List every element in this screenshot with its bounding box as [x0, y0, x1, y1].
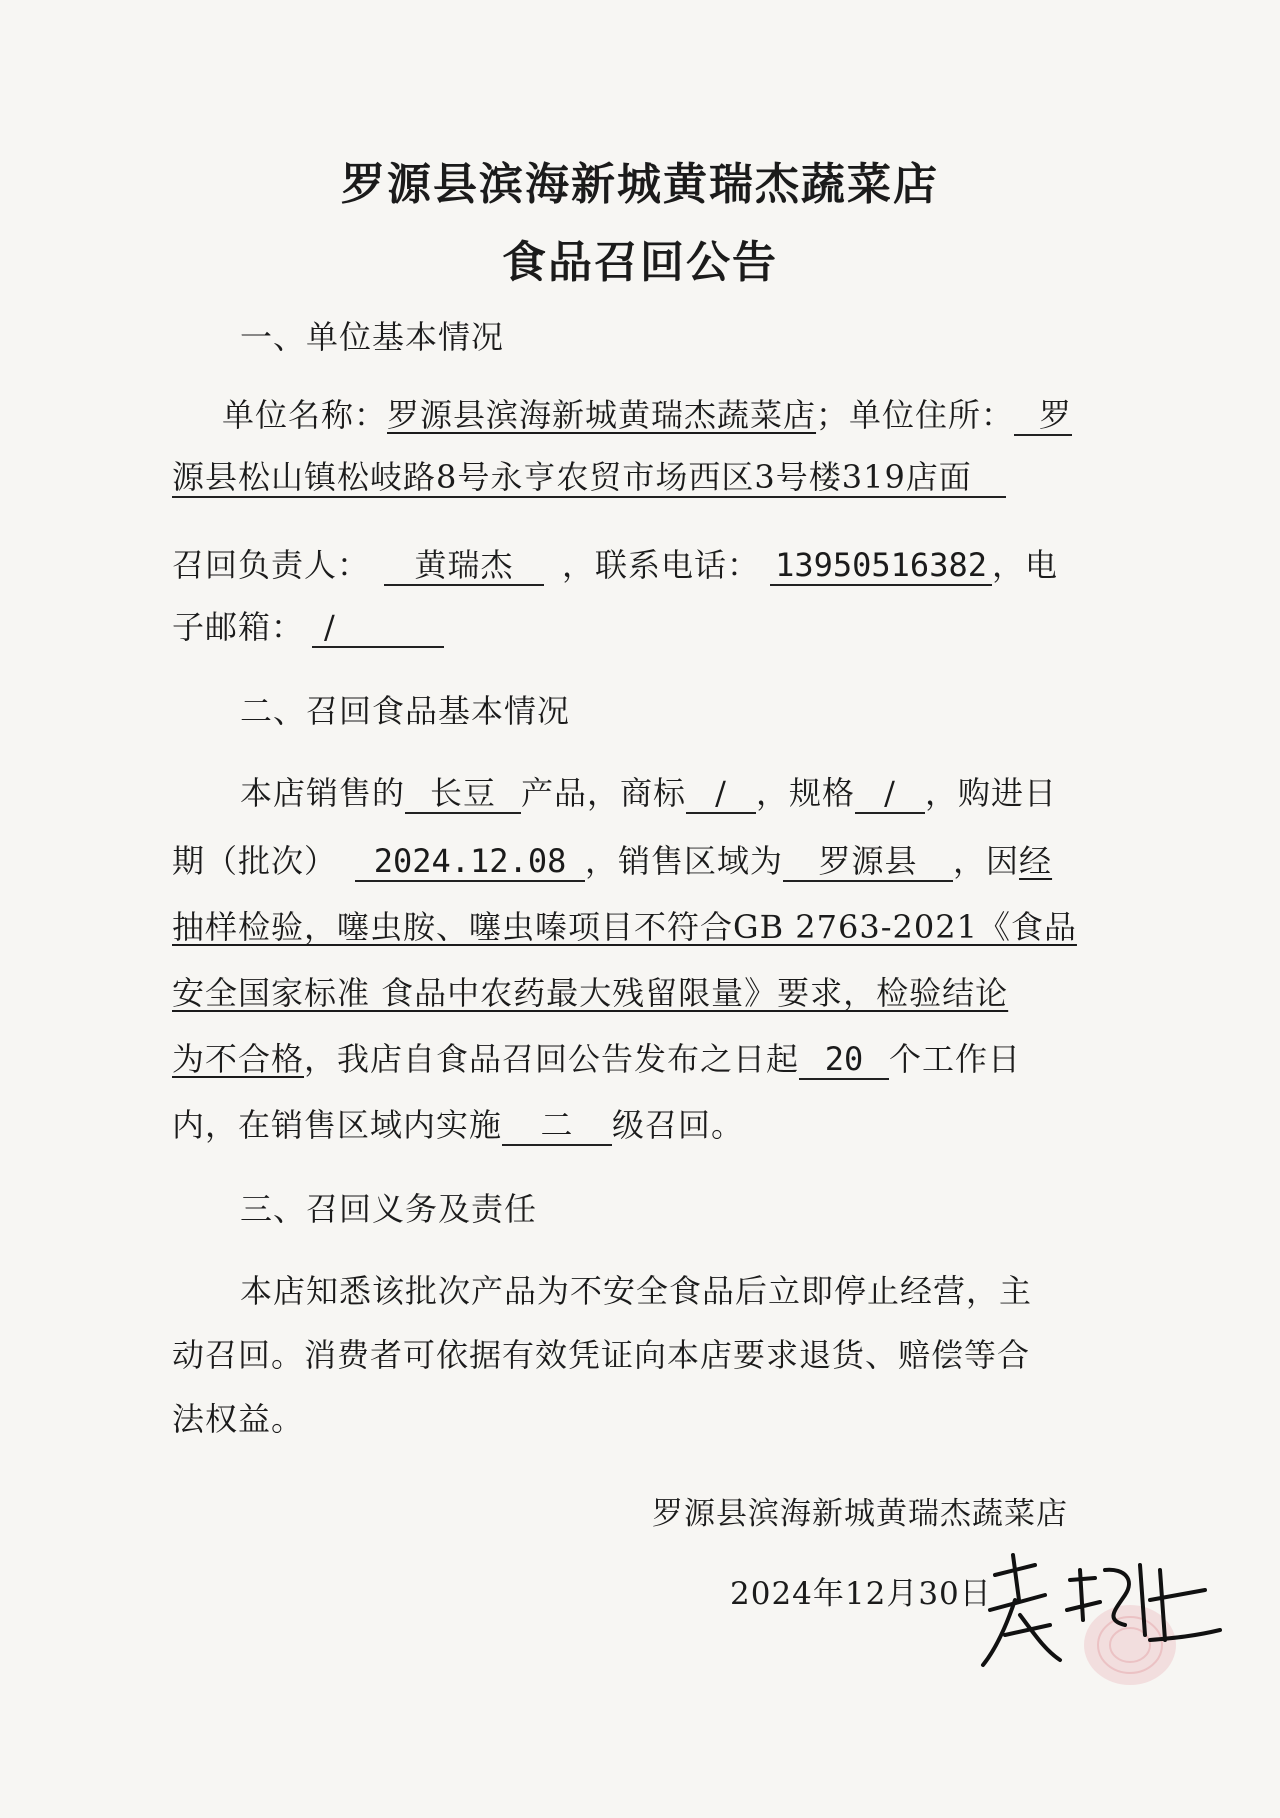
email-line — [172, 602, 444, 648]
product-line2 — [172, 836, 1052, 882]
reason-line1: 抽样检验，噻虫胺、噻虫嗪项目不符合GB 2763-2021《食品 — [172, 908, 1077, 946]
recall-level-value: 二 — [502, 1107, 612, 1146]
product-line5 — [172, 1034, 1021, 1080]
address-value-part2: 源县松山镇松岐路8号永亨农贸市场西区3号楼319店面 — [172, 459, 1006, 498]
text-segment: ，我店自食品召回公告发布之日起 — [304, 1040, 800, 1078]
contact-person-value: 黄瑞杰 — [384, 547, 544, 586]
product-value: 长豆 — [405, 775, 521, 814]
text-segment: ，销售区域为 — [585, 842, 784, 880]
reason-line2: 安全国家标准 食品中农药最大残留限量》要求，检验结论 — [172, 974, 1009, 1012]
document-title: 罗源县滨海新城黄瑞杰蔬菜店 — [341, 159, 939, 210]
signature-stroke — [983, 1555, 1060, 1665]
contact-line — [172, 540, 1058, 586]
working-days-value: 20 — [799, 1041, 889, 1080]
text-segment: 期（批次） — [172, 842, 338, 880]
email-label-part2: 子邮箱： — [172, 608, 305, 646]
inspection-result: 为不合格 — [172, 1040, 305, 1078]
product-line1 — [240, 768, 1057, 814]
text-segment: ，规格 — [756, 774, 856, 812]
sales-region-value: 罗源县 — [783, 843, 953, 882]
email-label-part1: ，电 — [992, 546, 1059, 584]
product-line6 — [172, 1100, 744, 1146]
duty-line1: 本店知悉该批次产品为不安全食品后立即停止经营，主 — [240, 1272, 1033, 1310]
brand-value: / — [686, 775, 756, 814]
handwritten-signature — [975, 1540, 1225, 1700]
signature-organization: 罗源县滨海新城黄瑞杰蔬菜店 — [652, 1496, 1068, 1532]
text-segment: 本店销售的 — [240, 774, 406, 812]
notice-date: 2024年12月30日 — [730, 1576, 992, 1612]
phone-label: ，联系电话： — [562, 546, 761, 584]
section3-heading: 三、召回义务及责任 — [240, 1190, 538, 1228]
address-value-part1: 罗 — [1014, 397, 1072, 436]
text-segment: ，购进日 — [925, 774, 1058, 812]
text-segment: 经 — [1019, 842, 1053, 880]
text-segment: 内，在销售区域内实施 — [172, 1106, 503, 1144]
document-subtitle: 食品召回公告 — [502, 237, 778, 288]
text-segment: 级召回。 — [612, 1106, 745, 1144]
contact-person-label: 召回负责人： — [172, 546, 371, 584]
unit-info-line2 — [172, 458, 1006, 498]
text-segment: 个工作日 — [889, 1040, 1022, 1078]
batch-date-value: 2024.12.08 — [355, 843, 585, 882]
spec-value: / — [855, 775, 925, 814]
signature-drawing — [975, 1540, 1225, 1700]
text-segment: 产品，商标 — [521, 774, 687, 812]
duty-line2: 动召回。消费者可依据有效凭证向本店要求退货、赔偿等合 — [172, 1336, 1031, 1374]
duty-line3: 法权益。 — [172, 1400, 305, 1438]
unit-name-label: 单位名称： — [222, 396, 388, 434]
phone-value: 13950516382 — [770, 547, 992, 586]
text-segment: ，因 — [953, 842, 1020, 880]
unit-info-line1 — [222, 390, 1072, 436]
email-value: / — [312, 609, 444, 648]
section2-heading: 二、召回食品基本情况 — [240, 692, 571, 730]
address-label: ；单位住所： — [816, 396, 1015, 434]
unit-name-value: 罗源县滨海新城黄瑞杰蔬菜店 — [387, 396, 817, 434]
section1-heading: 一、单位基本情况 — [240, 318, 505, 356]
